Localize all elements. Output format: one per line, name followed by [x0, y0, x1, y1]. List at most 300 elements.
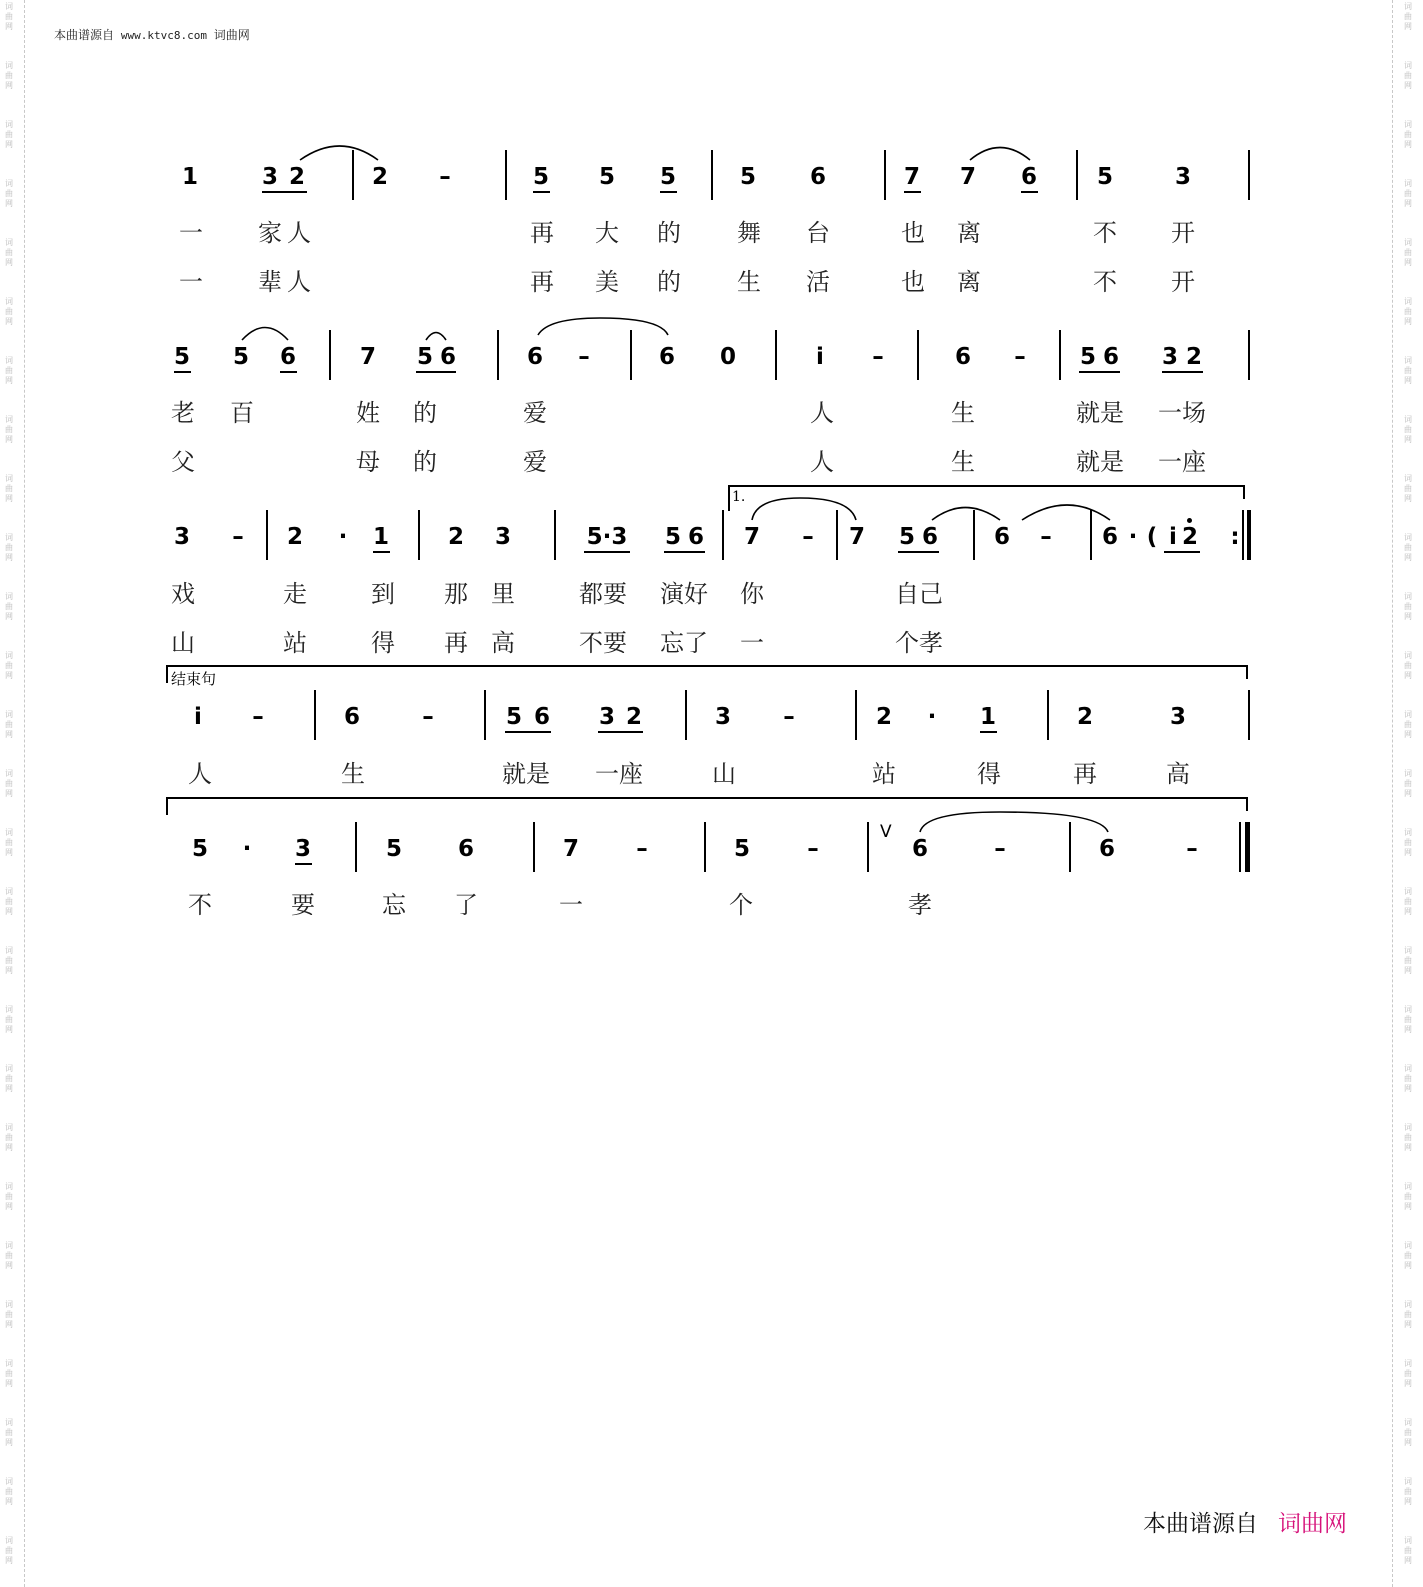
barline — [1047, 690, 1049, 740]
watermark-glyph-column — [1403, 1536, 1413, 1566]
watermark-glyph: 曲 — [5, 189, 13, 198]
watermark-glyph-column — [1403, 1182, 1413, 1212]
note: 2 — [625, 704, 643, 730]
dash: – — [439, 164, 451, 190]
watermark-glyph: 网 — [1404, 317, 1412, 326]
eighth-underline — [416, 371, 456, 373]
watermark-glyph: 曲 — [1404, 1133, 1412, 1142]
lyric: 忘 — [382, 891, 406, 919]
watermark-glyph: 曲 — [5, 543, 13, 552]
barline — [775, 330, 777, 380]
note-high-1: i — [194, 704, 202, 730]
barline — [711, 150, 713, 200]
lyric: 人 — [287, 219, 311, 247]
watermark-glyph: 曲 — [1404, 130, 1412, 139]
watermark-glyph: 网 — [1404, 612, 1412, 621]
eighth-underline — [1164, 551, 1200, 553]
lyric: 姓 — [356, 399, 380, 427]
watermark-glyph: 词 — [5, 2, 13, 11]
breath-mark: V — [880, 822, 892, 842]
lyric: 台 — [806, 219, 830, 247]
watermark-glyph: 词 — [1404, 1536, 1412, 1545]
lyric: 百 — [230, 399, 254, 427]
slur — [752, 498, 856, 520]
note: 6 — [279, 344, 297, 370]
watermark-glyph-column — [1403, 1418, 1413, 1448]
ending-bracket-left — [166, 797, 168, 815]
watermark-glyph: 曲 — [1404, 1369, 1412, 1378]
note: 6 — [457, 836, 475, 862]
note: 5 — [416, 344, 434, 370]
barline — [855, 690, 857, 740]
watermark-glyph: 曲 — [1404, 1251, 1412, 1260]
watermark-glyph: 网 — [5, 966, 13, 975]
watermark-glyph-column — [4, 356, 14, 386]
lyric: 母 — [356, 448, 380, 476]
dash: – — [807, 836, 819, 862]
watermark-glyph-column — [4, 2, 14, 32]
eighth-underline — [598, 731, 643, 733]
barline — [355, 822, 357, 872]
right-watermark-strip — [1392, 0, 1423, 1587]
watermark-glyph: 曲 — [5, 956, 13, 965]
watermark-glyph-column — [4, 1182, 14, 1212]
watermark-glyph: 网 — [1404, 1497, 1412, 1506]
note: 3 — [714, 704, 732, 730]
header-source-site[interactable]: 词曲网 — [213, 28, 250, 42]
barline — [722, 510, 724, 560]
dash: – — [578, 344, 590, 370]
note: 3 — [1169, 704, 1187, 730]
final-thick-bar — [1245, 822, 1250, 872]
lyric: 都要 — [579, 580, 627, 608]
watermark-glyph-column — [4, 1005, 14, 1035]
note: 5 — [1096, 164, 1114, 190]
watermark-glyph: 网 — [5, 848, 13, 857]
note: 5 — [898, 524, 916, 550]
watermark-glyph-column — [1403, 946, 1413, 976]
eighth-underline — [1079, 371, 1120, 373]
lyric: 戏 — [171, 580, 195, 608]
watermark-glyph: 曲 — [5, 484, 13, 493]
lyric: 的 — [413, 399, 437, 427]
barline — [352, 150, 354, 200]
watermark-glyph: 词 — [5, 1064, 13, 1073]
watermark-glyph: 网 — [1404, 789, 1412, 798]
footer-source-site[interactable]: 词曲网 — [1278, 1511, 1347, 1537]
watermark-glyph: 曲 — [1404, 71, 1412, 80]
eighth-underline — [898, 551, 939, 553]
lyric: 舞 — [737, 219, 761, 247]
watermark-glyph: 曲 — [1404, 366, 1412, 375]
volta-bracket — [728, 485, 1245, 487]
watermark-glyph: 词 — [5, 120, 13, 129]
watermark-glyph: 词 — [5, 415, 13, 424]
watermark-glyph: 网 — [1404, 671, 1412, 680]
dash: – — [636, 836, 648, 862]
lyric: 自己 — [895, 580, 943, 608]
note: 2 — [1185, 344, 1203, 370]
watermark-glyph: 曲 — [1404, 543, 1412, 552]
watermark-glyph: 曲 — [1404, 484, 1412, 493]
eighth-underline — [584, 551, 630, 553]
watermark-glyph-column — [4, 592, 14, 622]
watermark-glyph: 词 — [1404, 769, 1412, 778]
barline — [266, 510, 268, 560]
watermark-glyph: 网 — [1404, 1084, 1412, 1093]
eighth-underline — [373, 551, 390, 553]
watermark-glyph: 网 — [5, 1084, 13, 1093]
lyric: 就是 — [1076, 448, 1124, 476]
lyric: 到 — [371, 580, 395, 608]
barline — [1248, 690, 1250, 740]
open-paren: ( — [1146, 524, 1158, 550]
lyric: 山 — [171, 629, 195, 657]
note: 5 — [191, 836, 209, 862]
watermark-glyph-column — [1403, 120, 1413, 150]
note: 5 — [659, 164, 677, 190]
watermark-glyph: 网 — [5, 140, 13, 149]
lyric: 你 — [740, 580, 764, 608]
barline — [1090, 510, 1092, 560]
watermark-glyph-column — [4, 769, 14, 799]
lyric: 父 — [171, 448, 195, 476]
note: 2 — [447, 524, 465, 550]
watermark-glyph: 词 — [1404, 297, 1412, 306]
watermark-glyph-column — [4, 474, 14, 504]
watermark-glyph-column — [4, 1241, 14, 1271]
watermark-glyph: 曲 — [5, 720, 13, 729]
watermark-glyph: 网 — [5, 494, 13, 503]
watermark-glyph-column — [4, 297, 14, 327]
lyric: 家 — [258, 219, 282, 247]
lyric: 站 — [872, 760, 896, 788]
lyric: 活 — [806, 268, 830, 296]
watermark-glyph: 网 — [5, 376, 13, 385]
dot: · — [242, 836, 252, 862]
barline — [917, 330, 919, 380]
watermark-glyph: 网 — [1404, 966, 1412, 975]
watermark-glyph: 网 — [1404, 730, 1412, 739]
lyric: 里 — [491, 580, 515, 608]
watermark-glyph: 词 — [1404, 1477, 1412, 1486]
watermark-glyph: 曲 — [5, 366, 13, 375]
barline — [533, 822, 535, 872]
watermark-glyph: 曲 — [5, 1251, 13, 1260]
watermark-glyph: 词 — [1404, 1005, 1412, 1014]
barline — [867, 822, 869, 872]
footer-source-prefix: 本曲谱源自 — [1143, 1511, 1258, 1537]
lyric: 大 — [595, 219, 619, 247]
watermark-glyph: 词 — [5, 474, 13, 483]
watermark-glyph: 曲 — [5, 779, 13, 788]
lyric: 人 — [810, 399, 834, 427]
volta-bracket-left — [728, 485, 730, 511]
watermark-glyph: 网 — [1404, 22, 1412, 31]
header-source-line — [54, 26, 250, 43]
note: 3 — [494, 524, 512, 550]
lyric: 开 — [1171, 219, 1195, 247]
lyric: 个孝 — [895, 629, 943, 657]
watermark-glyph: 曲 — [1404, 661, 1412, 670]
watermark-glyph: 网 — [5, 1202, 13, 1211]
eighth-underline — [980, 731, 997, 733]
watermark-glyph: 词 — [5, 1536, 13, 1545]
watermark-glyph: 曲 — [1404, 1074, 1412, 1083]
lyric: 不要 — [579, 629, 627, 657]
watermark-glyph: 词 — [5, 61, 13, 70]
lyric: 离 — [957, 219, 981, 247]
ending-bracket-left — [166, 665, 168, 683]
watermark-glyph: 网 — [5, 199, 13, 208]
watermark-glyph: 词 — [5, 1123, 13, 1132]
watermark-glyph: 曲 — [5, 1546, 13, 1555]
watermark-glyph: 网 — [1404, 907, 1412, 916]
barline — [685, 690, 687, 740]
watermark-glyph: 曲 — [5, 1310, 13, 1319]
watermark-glyph: 词 — [5, 1300, 13, 1309]
watermark-glyph: 曲 — [5, 1074, 13, 1083]
lyric: 不 — [1093, 219, 1117, 247]
slur — [920, 812, 1108, 832]
note: 5 — [173, 344, 191, 370]
watermark-glyph: 网 — [1404, 81, 1412, 90]
watermark-glyph: 词 — [5, 592, 13, 601]
watermark-glyph: 曲 — [5, 1192, 13, 1201]
watermark-glyph: 曲 — [1404, 1192, 1412, 1201]
eighth-underline — [295, 863, 312, 865]
watermark-glyph: 曲 — [1404, 1015, 1412, 1024]
lyric: 忘了 — [660, 629, 708, 657]
watermark-glyph: 曲 — [1404, 1546, 1412, 1555]
barline — [418, 510, 420, 560]
eighth-underline — [664, 551, 705, 553]
watermark-glyph: 曲 — [5, 425, 13, 434]
note: 2 — [286, 524, 304, 550]
note: 6 — [658, 344, 676, 370]
watermark-glyph-column — [4, 238, 14, 268]
dash: – — [1040, 524, 1052, 550]
watermark-glyph: 曲 — [5, 248, 13, 257]
watermark-glyph: 曲 — [1404, 307, 1412, 316]
watermark-glyph: 网 — [5, 789, 13, 798]
lyric: 生 — [951, 399, 975, 427]
watermark-glyph-column — [4, 1477, 14, 1507]
note: 7 — [562, 836, 580, 862]
watermark-glyph: 网 — [5, 1261, 13, 1270]
watermark-glyph-column — [1403, 1477, 1413, 1507]
barline — [329, 330, 331, 380]
watermark-glyph: 曲 — [5, 1428, 13, 1437]
watermark-glyph: 网 — [5, 22, 13, 31]
watermark-glyph: 词 — [1404, 1064, 1412, 1073]
watermark-glyph-column — [4, 179, 14, 209]
watermark-glyph-column — [4, 1359, 14, 1389]
watermark-glyph-column — [1403, 828, 1413, 858]
note: 6 — [687, 524, 705, 550]
eighth-underline — [660, 191, 677, 193]
watermark-glyph-column — [4, 120, 14, 150]
watermark-glyph: 网 — [1404, 1379, 1412, 1388]
lyric: 生 — [341, 760, 365, 788]
note: 7 — [959, 164, 977, 190]
watermark-glyph-column — [4, 415, 14, 445]
watermark-glyph: 词 — [5, 946, 13, 955]
watermark-glyph: 词 — [5, 828, 13, 837]
watermark-glyph-column — [4, 710, 14, 740]
watermark-glyph-column — [1403, 592, 1413, 622]
note: 2 — [371, 164, 389, 190]
barline — [484, 690, 486, 740]
barline — [973, 510, 975, 560]
watermark-glyph: 曲 — [5, 602, 13, 611]
watermark-glyph: 网 — [5, 1320, 13, 1329]
repeat-thin-bar — [1242, 510, 1244, 560]
watermark-glyph: 网 — [1404, 494, 1412, 503]
watermark-glyph: 网 — [5, 81, 13, 90]
watermark-glyph-column — [1403, 533, 1413, 563]
watermark-glyph: 网 — [5, 1379, 13, 1388]
note: 5·3 — [586, 524, 628, 550]
watermark-glyph: 词 — [1404, 887, 1412, 896]
watermark-glyph: 网 — [5, 1556, 13, 1565]
watermark-glyph-column — [1403, 61, 1413, 91]
watermark-glyph: 网 — [1404, 1556, 1412, 1565]
watermark-glyph: 词 — [5, 651, 13, 660]
note: 6 — [921, 524, 939, 550]
watermark-glyph: 网 — [5, 258, 13, 267]
rest: 0 — [719, 344, 737, 370]
watermark-glyph-column — [1403, 651, 1413, 681]
note: 2 — [875, 704, 893, 730]
footer-source-line — [1143, 1505, 1347, 1538]
watermark-glyph-column — [1403, 2, 1413, 32]
note: 3 — [294, 836, 312, 862]
note: 5 — [505, 704, 523, 730]
lyric: 得 — [371, 629, 395, 657]
watermark-glyph-column — [4, 1418, 14, 1448]
eighth-underline — [174, 371, 191, 373]
watermark-glyph: 网 — [5, 553, 13, 562]
watermark-glyph: 词 — [5, 179, 13, 188]
note: 6 — [533, 704, 551, 730]
watermark-glyph: 网 — [1404, 1025, 1412, 1034]
ending-bracket — [166, 797, 1248, 799]
watermark-glyph-column — [4, 61, 14, 91]
watermark-glyph: 词 — [5, 356, 13, 365]
lyric: 一座 — [595, 760, 643, 788]
note-high-1: i — [1169, 524, 1177, 550]
watermark-glyph: 词 — [5, 1182, 13, 1191]
watermark-glyph: 曲 — [1404, 1428, 1412, 1437]
watermark-glyph-column — [1403, 297, 1413, 327]
watermark-glyph-column — [1403, 238, 1413, 268]
octave-dot — [1187, 518, 1192, 523]
dash: – — [1186, 836, 1198, 862]
watermark-glyph-column — [4, 651, 14, 681]
watermark-glyph: 网 — [5, 907, 13, 916]
note: 2 — [1076, 704, 1094, 730]
lyric: 生 — [737, 268, 761, 296]
lyric: 老 — [171, 399, 195, 427]
watermark-glyph: 曲 — [1404, 720, 1412, 729]
lyric: 人 — [287, 268, 311, 296]
watermark-glyph-column — [1403, 710, 1413, 740]
note: 5 — [1079, 344, 1097, 370]
watermark-glyph: 网 — [1404, 258, 1412, 267]
watermark-glyph-column — [1403, 769, 1413, 799]
lyric: 再 — [444, 629, 468, 657]
watermark-glyph: 曲 — [5, 12, 13, 21]
note: 3 — [598, 704, 616, 730]
watermark-glyph: 词 — [5, 769, 13, 778]
watermark-glyph-column — [4, 1123, 14, 1153]
watermark-glyph: 词 — [5, 710, 13, 719]
lyric: 的 — [413, 448, 437, 476]
watermark-glyph: 曲 — [5, 1487, 13, 1496]
watermark-glyph: 曲 — [1404, 956, 1412, 965]
dot: · — [1128, 524, 1138, 550]
lyric: 也 — [901, 219, 925, 247]
note: 6 — [993, 524, 1011, 550]
volta-label: 1. — [732, 489, 746, 505]
watermark-glyph: 词 — [1404, 1241, 1412, 1250]
watermark-glyph: 曲 — [5, 661, 13, 670]
watermark-glyph: 曲 — [5, 71, 13, 80]
watermark-glyph: 网 — [1404, 848, 1412, 857]
note: 7 — [848, 524, 866, 550]
watermark-glyph-column — [4, 946, 14, 976]
eighth-underline — [904, 191, 921, 193]
watermark-glyph: 曲 — [1404, 425, 1412, 434]
watermark-glyph: 词 — [1404, 592, 1412, 601]
watermark-glyph-column — [1403, 1359, 1413, 1389]
lyric: 高 — [491, 629, 515, 657]
watermark-glyph: 曲 — [5, 838, 13, 847]
ending-bracket-right — [1246, 797, 1248, 811]
watermark-glyph: 网 — [1404, 1261, 1412, 1270]
lyric: 演好 — [660, 580, 708, 608]
watermark-glyph: 曲 — [1404, 779, 1412, 788]
note: 6 — [1020, 164, 1038, 190]
watermark-glyph: 网 — [5, 730, 13, 739]
watermark-glyph: 词 — [5, 297, 13, 306]
watermark-glyph: 词 — [1404, 1182, 1412, 1191]
note: 6 — [439, 344, 457, 370]
dash: – — [1014, 344, 1026, 370]
lyric: 不 — [188, 891, 212, 919]
note: 6 — [1101, 524, 1119, 550]
watermark-glyph: 曲 — [1404, 838, 1412, 847]
watermark-glyph: 词 — [5, 1359, 13, 1368]
note-high-1: i — [816, 344, 824, 370]
lyric: 就是 — [1076, 399, 1124, 427]
repeat-dots: : — [1230, 524, 1240, 550]
note: 5 — [598, 164, 616, 190]
dash: – — [422, 704, 434, 730]
watermark-glyph: 网 — [1404, 1320, 1412, 1329]
lyric: 生 — [951, 448, 975, 476]
header-source-url[interactable]: www.ktvc8.com — [120, 29, 207, 42]
lyric: 离 — [957, 268, 981, 296]
note: 5 — [385, 836, 403, 862]
left-watermark-strip — [0, 0, 25, 1587]
lyric: 爱 — [523, 448, 547, 476]
lyric: 高 — [1166, 760, 1190, 788]
note: 1 — [979, 704, 997, 730]
barline — [1076, 150, 1078, 200]
lyric: 也 — [901, 268, 925, 296]
